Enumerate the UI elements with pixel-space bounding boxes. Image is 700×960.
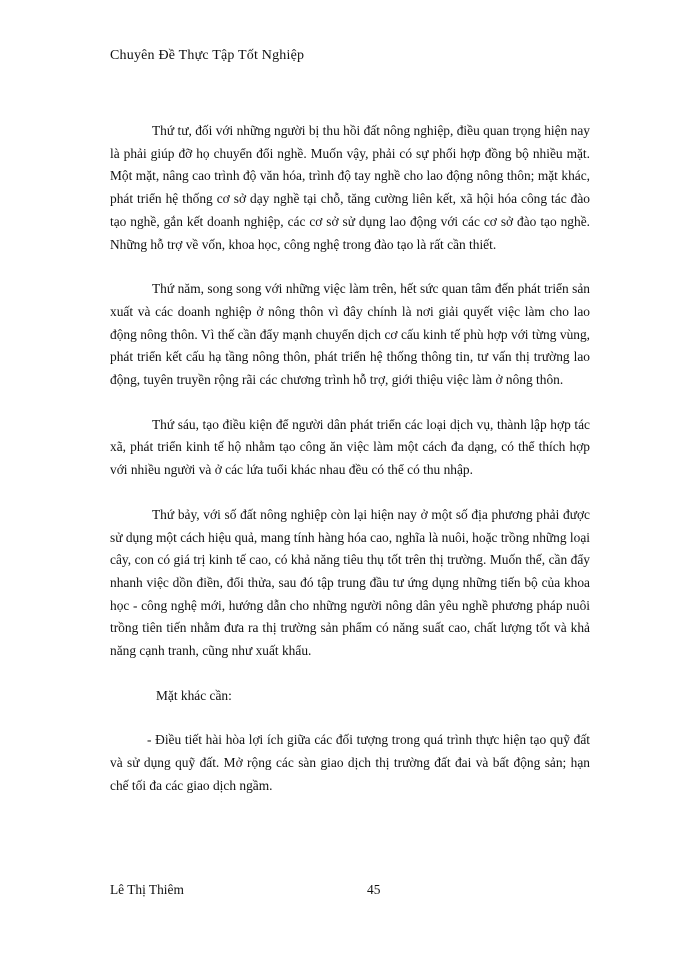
page-number: 45: [367, 882, 381, 897]
running-header: Chuyên Đề Thực Tập Tốt Nghiệp: [110, 48, 305, 63]
paragraph-thu-sau: Thứ sáu, tạo điều kiện để người dân phát triển các loại dịch vụ, thành lập hợp tác xã, phát triển kinh tế hộ nhằm tạo công ăn việc làm một cách đa dạng, có thể thích hợp với nhiều người và ở các lứa tuổi khác nhau đều có thể có thu nhập.: [110, 416, 590, 478]
paragraph-thu-tu: Thứ tư, đối với những người bị thu hồi đất nông nghiệp, điều quan trọng hiện nay là phải giúp đỡ họ chuyển đổi nghề. Muốn vậy, phải có sự phối hợp đồng bộ nhiều mặt. Một mặt, nâng cao trình độ văn hóa, trình độ tay nghề cho lao động nông thôn; mặt khác, phát triển hệ thống cơ sở dạy nghề tại chỗ, tăng cường liên kết, xã hội hóa công tác đào tạo nghề, gắn kết doanh nghiệp, các cơ sở sử dụng lao động với các cơ sở đào tạo nghề. Những hỗ trợ về vốn, khoa học, công nghệ trong đào tạo là rất cần thiết.: [110, 123, 590, 252]
subheading-mat-khac: Mặt khác cần:: [156, 687, 232, 703]
paragraph-thu-bay: Thứ bảy, với số đất nông nghiệp còn lại hiện nay ở một số địa phương phải được sử dụng một cách hiệu quả, mang tính hàng hóa cao, nghĩa là nuôi, hoặc trồng những loại cây, con có giá trị kinh tế cao, có khả năng tiêu thụ tốt trên thị trường. Muốn thế, cần đẩy nhanh việc dồn điền, đổi thửa, sau đó tập trung đầu tư ứng dụng những tiến bộ của khoa học - công nghệ mới, hướng dẫn cho những người nông dân yêu nghề phương pháp nuôi trồng tiên tiến nhằm đưa ra thị trường sản phẩm có năng suất cao, chất lượng tốt và khả năng cạnh tranh, cũng như xuất khẩu.: [110, 506, 590, 659]
bullet-dieu-tiet: - Điều tiết hài hòa lợi ích giữa các đối tượng trong quá trình thực hiện tạo quỹ đất và sử dụng quỹ đất. Mở rộng các sàn giao dịch thị trường đất đai và bất động sản; hạn chế tối đa các giao dịch ngầm.: [110, 732, 590, 793]
footer-author: Lê Thị Thiêm: [110, 882, 184, 897]
document-body: [110, 120, 590, 820]
paragraph-thu-nam: Thứ năm, song song với những việc làm trên, hết sức quan tâm đến phát triển sản xuất và các doanh nghiệp ở nông thôn vì đây chính là nơi giải quyết việc làm cho lao động nông thôn. Vì thế cần đẩy mạnh chuyển dịch cơ cấu kinh tế phù hợp với từng vùng, phát triển kết cấu hạ tầng nông thôn, phát triển hệ thống thông tin, tư vấn thị trường lao động, tuyên truyền rộng rãi các chương trình hỗ trợ, giới thiệu việc làm ở nông thôn.: [110, 281, 590, 388]
